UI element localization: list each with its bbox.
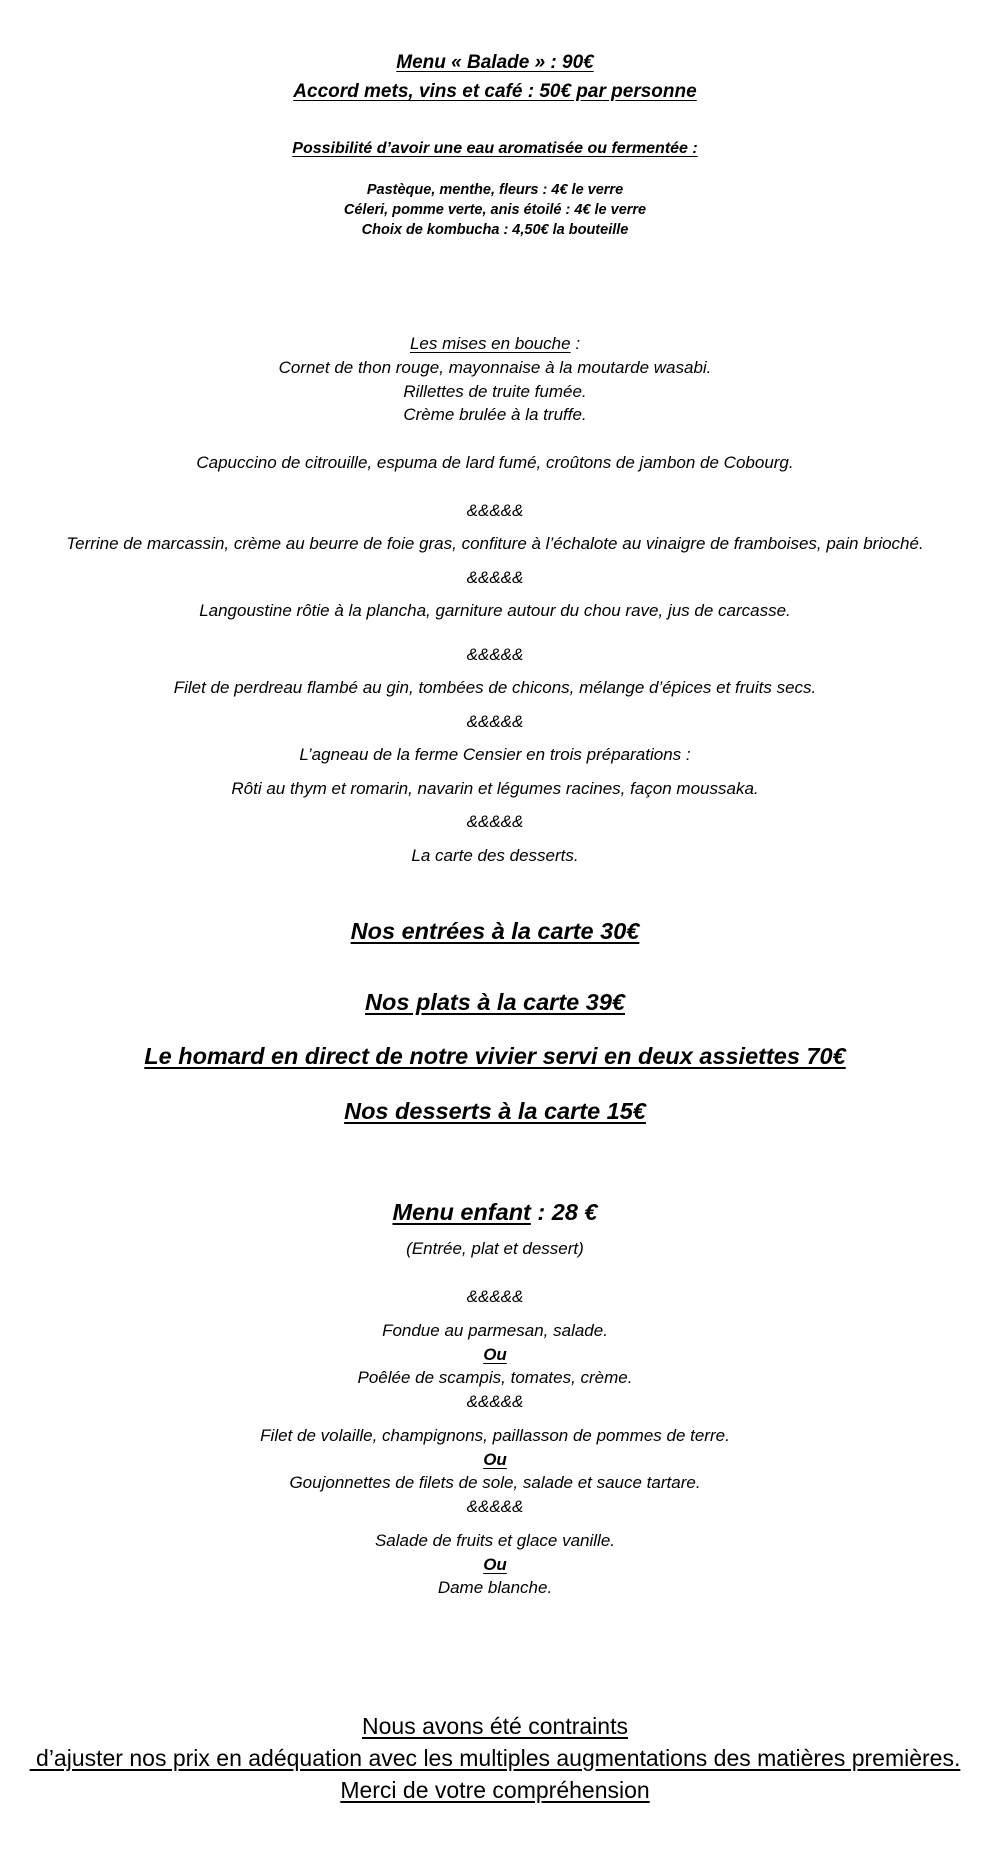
separator: &&&&& xyxy=(466,1392,524,1411)
drinks-heading: Possibilité d’avoir une eau aromatisée ou fermentée : xyxy=(292,140,698,157)
kids-dessert-2: Dame blanche. xyxy=(437,1578,553,1597)
kids-or: Ou xyxy=(483,1345,507,1364)
separator: &&&&& xyxy=(466,645,524,664)
separator: &&&&& xyxy=(466,1497,524,1516)
amuses-heading-line xyxy=(0,334,990,354)
kids-or: Ou xyxy=(483,1555,507,1574)
course-terrine: Terrine de marcassin, crème au beurre de foie gras, confiture à l’échalote au vinaigre de framboises, pain brioché. xyxy=(66,534,924,553)
a-la-carte-mains: Nos plats à la carte 39€ xyxy=(365,989,625,1015)
kids-starter-2: Poêlée de scampis, tomates, crème. xyxy=(357,1368,633,1387)
course-perdreau: Filet de perdreau flambé au gin, tombées de chicons, mélange d’épices et fruits secs. xyxy=(173,678,817,697)
kids-dessert-1: Salade de fruits et glace vanille. xyxy=(374,1531,616,1550)
kids-menu-title-line xyxy=(0,1199,990,1226)
separator: &&&&& xyxy=(466,501,524,520)
kids-main-1: Filet de volaille, champignons, paillasson de pommes de terre. xyxy=(260,1426,730,1445)
kids-starter-1: Fondue au parmesan, salade. xyxy=(382,1321,608,1340)
kids-menu-price: : 28 € xyxy=(530,1199,598,1225)
pairing-price: Accord mets, vins et café : 50€ par personne xyxy=(293,81,697,102)
course-langoustine: Langoustine rôtie à la plancha, garniture autour du chou rave, jus de carcasse. xyxy=(199,601,791,620)
amuse-item: Cornet de thon rouge, mayonnaise à la moutarde wasabi. xyxy=(278,358,712,377)
notice-line-2: d’ajuster nos prix en adéquation avec les multiples augmentations des matières premières. xyxy=(29,1745,961,1771)
separator: &&&&& xyxy=(466,1287,524,1306)
kids-menu-subtitle: (Entrée, plat et dessert) xyxy=(406,1239,584,1258)
separator: &&&&& xyxy=(466,812,524,831)
menu-title: Menu « Balade » : 90€ xyxy=(396,52,594,73)
amuses-colon: : xyxy=(570,334,581,353)
amuse-item: Rillettes de truite fumée. xyxy=(403,382,587,401)
separator: &&&&& xyxy=(466,712,524,731)
course-desserts: La carte des desserts. xyxy=(411,846,579,865)
amuses-heading: Les mises en bouche xyxy=(409,334,571,353)
kids-or: Ou xyxy=(483,1450,507,1469)
notice-line-1: Nous avons été contraints xyxy=(362,1713,628,1739)
drink-item: Pastèque, menthe, fleurs : 4€ le verre xyxy=(366,182,624,198)
a-la-carte-desserts: Nos desserts à la carte 15€ xyxy=(344,1098,646,1124)
course-agneau-detail: Rôti au thym et romarin, navarin et légumes racines, façon moussaka. xyxy=(231,779,759,798)
notice-line-3: Merci de votre compréhension xyxy=(340,1777,650,1803)
separator: &&&&& xyxy=(466,568,524,587)
a-la-carte-lobster: Le homard en direct de notre vivier servi en deux assiettes 70€ xyxy=(144,1043,846,1069)
kids-menu-title: Menu enfant xyxy=(392,1199,531,1225)
drink-item: Céleri, pomme verte, anis étoilé : 4€ le verre xyxy=(343,202,647,218)
amuse-item: Crème brulée à la truffe. xyxy=(403,405,587,424)
kids-main-2: Goujonnettes de filets de sole, salade et sauce tartare. xyxy=(289,1473,701,1492)
a-la-carte-starters: Nos entrées à la carte 30€ xyxy=(350,918,640,944)
course-agneau-title: L’agneau de la ferme Censier en trois préparations : xyxy=(299,745,691,764)
course-soup: Capuccino de citrouille, espuma de lard fumé, croûtons de jambon de Cobourg. xyxy=(196,453,794,472)
drink-item: Choix de kombucha : 4,50€ la bouteille xyxy=(361,222,629,238)
